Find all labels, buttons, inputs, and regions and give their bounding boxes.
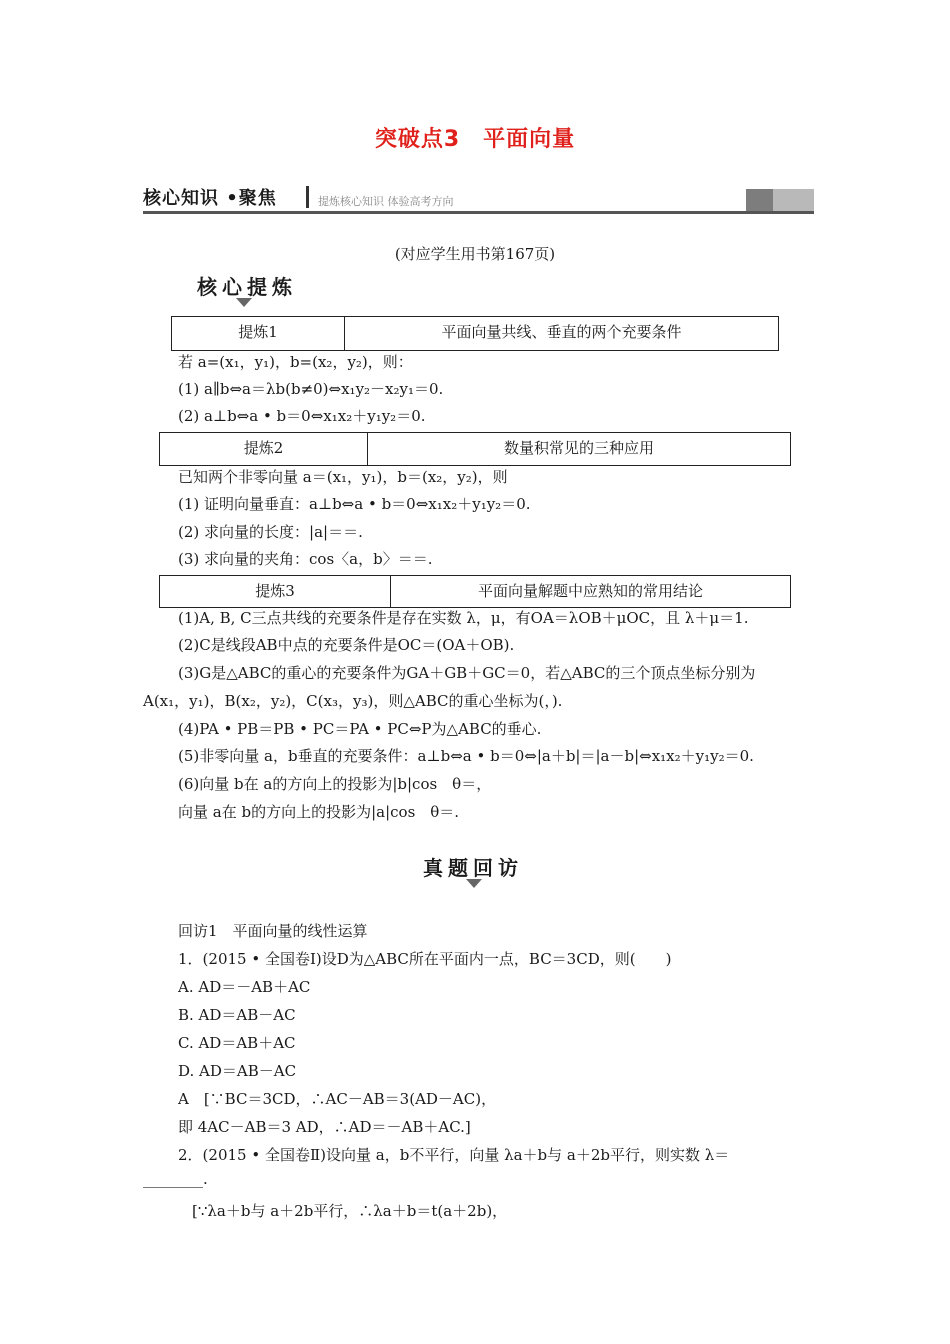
topic-box-3: [159, 575, 791, 608]
choice-option: A. AD＝－AB＋AC: [178, 978, 311, 996]
banner-divider: [306, 186, 309, 208]
topic-box-title: 平面向量解题中应熟知的常用结论: [477, 582, 703, 600]
banner-block-dark: [746, 189, 773, 211]
topic-box-label: 提炼2: [160, 433, 368, 465]
topic-box-label: 提炼1: [172, 317, 345, 350]
section-arrow-icon: [236, 298, 252, 307]
text-line: A(x₁，y₁)，B(x₂，y₂)，C(x₃，y₃)，则△ABC的重心坐标为(，).: [143, 692, 563, 710]
text-line: (1) 证明向量垂直：a⊥b⇔a • b＝0⇔x₁x₂＋y₁y₂＝0.: [178, 495, 531, 513]
text-line: (2)C是线段AB中点的充要条件是OC＝(OA＋OB).: [178, 636, 515, 654]
topic-box-1: [171, 316, 779, 351]
section-heading-core: 核心提炼: [197, 275, 297, 299]
choice-option: B. AD＝AB－AC: [178, 1006, 296, 1024]
text-line: (6)向量 b在 a的方向上的投影为|b|cos θ＝，: [178, 775, 492, 793]
section-heading-review: 真题回访: [423, 856, 523, 880]
text-line: (2) 求向量的长度：|a|＝＝.: [178, 523, 363, 541]
text-line: 若 a=(x₁，y₁)，b=(x₂，y₂)，则：: [178, 353, 413, 371]
topic-box-title: 数量积常见的三种应用: [503, 439, 654, 457]
text-line: (5)非零向量 a，b垂直的充要条件：a⊥b⇔a • b＝0⇔|a＋b|＝|a－b|⇔x₁x₂＋y₁y₂＝0.: [178, 747, 754, 765]
choice-option: D. AD＝AB－AC: [178, 1062, 297, 1080]
text-line: 1．(2015 • 全国卷Ⅰ)设D为△ABC所在平面内一点，BC＝3CD，则( ): [178, 950, 672, 968]
text-line: (1) a∥b⇔a＝λb(b≠0)⇔x₁y₂－x₂y₁＝0.: [178, 380, 444, 398]
answer-line: 即 4AC－AB＝3 AD，∴AD＝－AB＋AC.]: [178, 1118, 471, 1136]
text-line: 2．(2015 • 全国卷Ⅱ)设向量 a，b不平行，向量 λa＋b与 a＋2b平行，则实数 λ＝: [178, 1146, 730, 1164]
banner-rule: [143, 211, 814, 214]
answer-blank: ________.: [143, 1170, 208, 1188]
page-title: 突破点3 平面向量: [374, 127, 576, 152]
banner-subtitle: 提炼核心知识 体验高考方向: [318, 195, 454, 208]
text-line: (2) a⊥b⇔a • b＝0⇔x₁x₂＋y₁y₂＝0.: [178, 407, 426, 425]
text-line: (4)PA • PB＝PB • PC＝PA • PC⇔P为△ABC的垂心.: [178, 720, 542, 738]
book-reference: (对应学生用书第167页): [394, 245, 556, 263]
text-line: 已知两个非零向量 a＝(x₁，y₁)，b＝(x₂，y₂)，则: [178, 468, 508, 486]
topic-box-label: 提炼3: [160, 576, 391, 607]
text-line: (3) 求向量的夹角：cos〈a，b〉＝＝.: [178, 550, 433, 568]
topic-box-title: 平面向量共线、垂直的两个充要条件: [441, 323, 682, 341]
text-line: 向量 a在 b的方向上的投影为|a|cos θ＝.: [178, 803, 460, 821]
banner-title: 核心知识 •聚焦: [143, 188, 277, 209]
choice-option: C. AD＝AB＋AC: [178, 1034, 296, 1052]
text-line: (3)G是△ABC的重心的充要条件为GA＋GB＋GC＝0，若△ABC的三个顶点坐标分别为: [178, 664, 756, 682]
text-line: 回访1 平面向量的线性运算: [178, 922, 368, 940]
section-arrow-icon: [466, 879, 482, 888]
answer-line: [∵λa＋b与 a＋2b平行，∴λa＋b＝t(a＋2b)，: [192, 1202, 508, 1220]
text-line: (1)A, B, C三点共线的充要条件是存在实数 λ，μ，有OA＝λOB＋μOC，且 λ＋μ＝1.: [178, 609, 749, 627]
banner-block-light: [773, 189, 814, 211]
answer-line: A [∵BC＝3CD，∴AC－AB＝3(AD－AC)，: [178, 1090, 497, 1108]
topic-box-2: [159, 432, 791, 466]
